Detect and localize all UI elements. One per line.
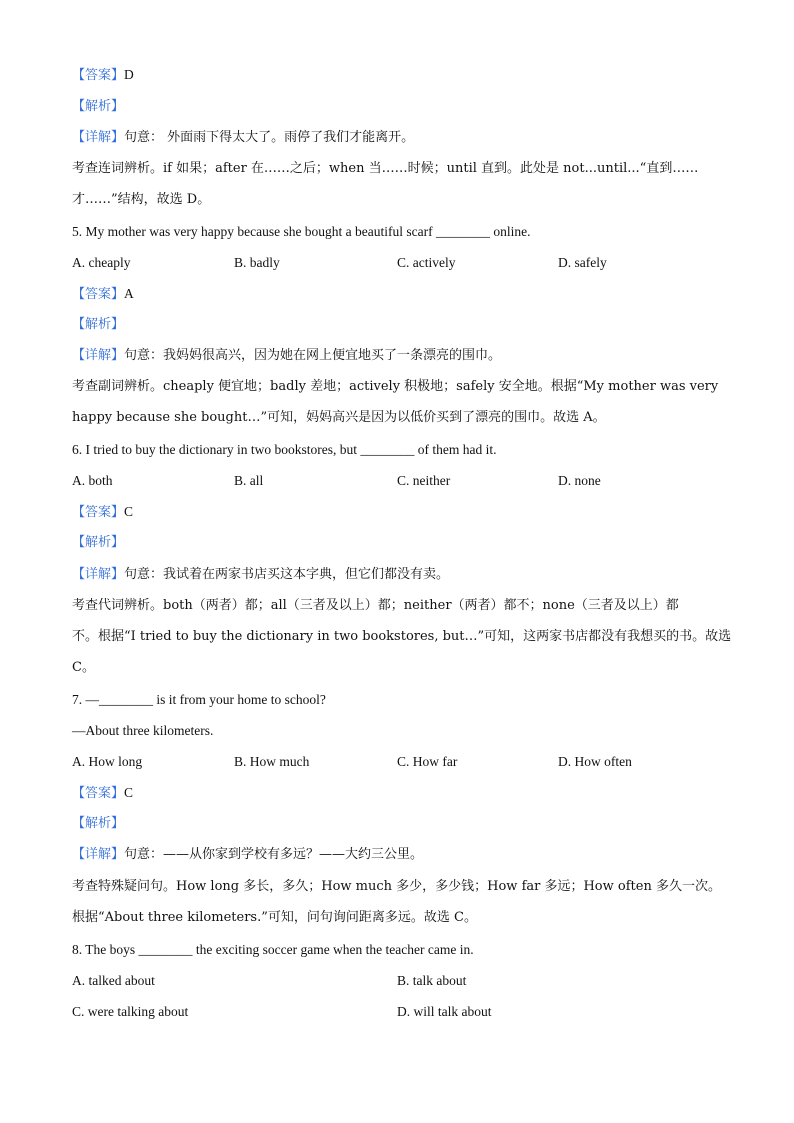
q6-explain-3: C。 [72, 660, 95, 675]
q6-stem: 6. I tried to buy the dictionary in two bookstores, but ________ of them had it. [72, 442, 497, 457]
q7-option-a: A. How long [72, 754, 143, 769]
q6-translation: 句意：我试着在两家书店买这本字典，但它们都没有卖。 [124, 567, 450, 582]
q7-stem-2: —About three kilometers. [72, 723, 214, 738]
q6-analysis-line [72, 534, 124, 552]
q4-detail-line [72, 129, 414, 147]
q5-explain-2: happy because she bought…”可知，妈妈高兴是因为以低价买到了漂亮的围巾。故选 A。 [72, 410, 606, 425]
q7-answer: C [124, 785, 134, 800]
q5-detail-line [72, 347, 501, 365]
q6-answer-line [72, 503, 133, 522]
q7-option-c: C. How far [397, 754, 458, 769]
q5-explain-1: 考查副词辨析。cheaply 便宜地；badly 差地；actively 积极地；safely 安全地。根据“My mother was very [72, 379, 719, 394]
q5-option-b: B. badly [234, 255, 280, 270]
q6-explain-1: 考查代词辨析。both（两者）都；all（三者及以上）都；neither（两者）都不；none（三者及以上）都 [72, 598, 679, 613]
q8-stem: 8. The boys ________ the exciting soccer game when the teacher came in. [72, 942, 474, 957]
q5-stem: 5. My mother was very happy because she bought a beautiful scarf ________ online. [72, 224, 531, 239]
q5-answer: A [124, 286, 134, 301]
q5-option-d: D. safely [558, 255, 607, 270]
q7-detail-line [72, 846, 423, 864]
q7-stem-1: 7. —________ is it from your home to school? [72, 692, 326, 707]
q5-analysis-line [72, 316, 124, 334]
q4-answer: D [124, 67, 134, 82]
answer-tag: 【答案】 [72, 287, 125, 302]
q7-option-d: D. How often [558, 754, 632, 769]
q7-option-b: B. How much [234, 754, 310, 769]
q8-option-b: B. talk about [397, 973, 467, 988]
q5-translation: 句意：我妈妈很高兴，因为她在网上便宜地买了一条漂亮的围巾。 [124, 348, 502, 363]
q8-option-d: D. will talk about [397, 1004, 492, 1019]
q8-option-a: A. talked about [72, 973, 155, 988]
q4-explain-2: 才……”结构，故选 D。 [72, 192, 211, 207]
q4-analysis-line [72, 98, 124, 116]
q6-option-a: A. both [72, 473, 113, 488]
detail-tag: 【详解】 [72, 847, 125, 862]
q6-detail-line [72, 566, 449, 584]
q6-option-d: D. none [558, 473, 601, 488]
analysis-tag: 【解析】 [72, 99, 125, 114]
q7-analysis-line [72, 815, 124, 833]
answer-tag: 【答案】 [72, 786, 125, 801]
answer-tag: 【答案】 [72, 505, 125, 520]
q4-translation: 句意： 外面雨下得太大了。雨停了我们才能离开。 [124, 130, 415, 145]
detail-tag: 【详解】 [72, 130, 125, 145]
analysis-tag: 【解析】 [72, 816, 125, 831]
analysis-tag: 【解析】 [72, 535, 125, 550]
q8-option-c: C. were talking about [72, 1004, 189, 1019]
q7-translation: 句意：——从你家到学校有多远？——大约三公里。 [124, 847, 424, 862]
q5-option-c: C. actively [397, 255, 456, 270]
analysis-tag: 【解析】 [72, 317, 125, 332]
q7-answer-line [72, 784, 133, 803]
q4-answer-line [72, 66, 134, 85]
q6-answer: C [124, 504, 134, 519]
q5-option-a: A. cheaply [72, 255, 131, 270]
detail-tag: 【详解】 [72, 348, 125, 363]
q7-explain-1: 考查特殊疑问句。How long 多长，多久；How much 多少，多少钱；How far 多远；How often 多久一次。 [72, 879, 721, 894]
q6-explain-2: 不。根据“I tried to buy the dictionary in two bookstores, but…”可知，这两家书店都没有我想买的书。故选 [72, 629, 732, 644]
q4-explain-1: 考查连词辨析。if 如果；after 在……之后；when 当……时候；until 直到。此处是 not...until...“直到…… [72, 161, 699, 176]
q6-option-c: C. neither [397, 473, 451, 488]
q7-explain-2: 根据“About three kilometers.”可知，问句询问距离多远。故选 C。 [72, 910, 477, 925]
q6-option-b: B. all [234, 473, 264, 488]
detail-tag: 【详解】 [72, 567, 125, 582]
q5-answer-line [72, 285, 134, 304]
answer-tag: 【答案】 [72, 68, 125, 83]
